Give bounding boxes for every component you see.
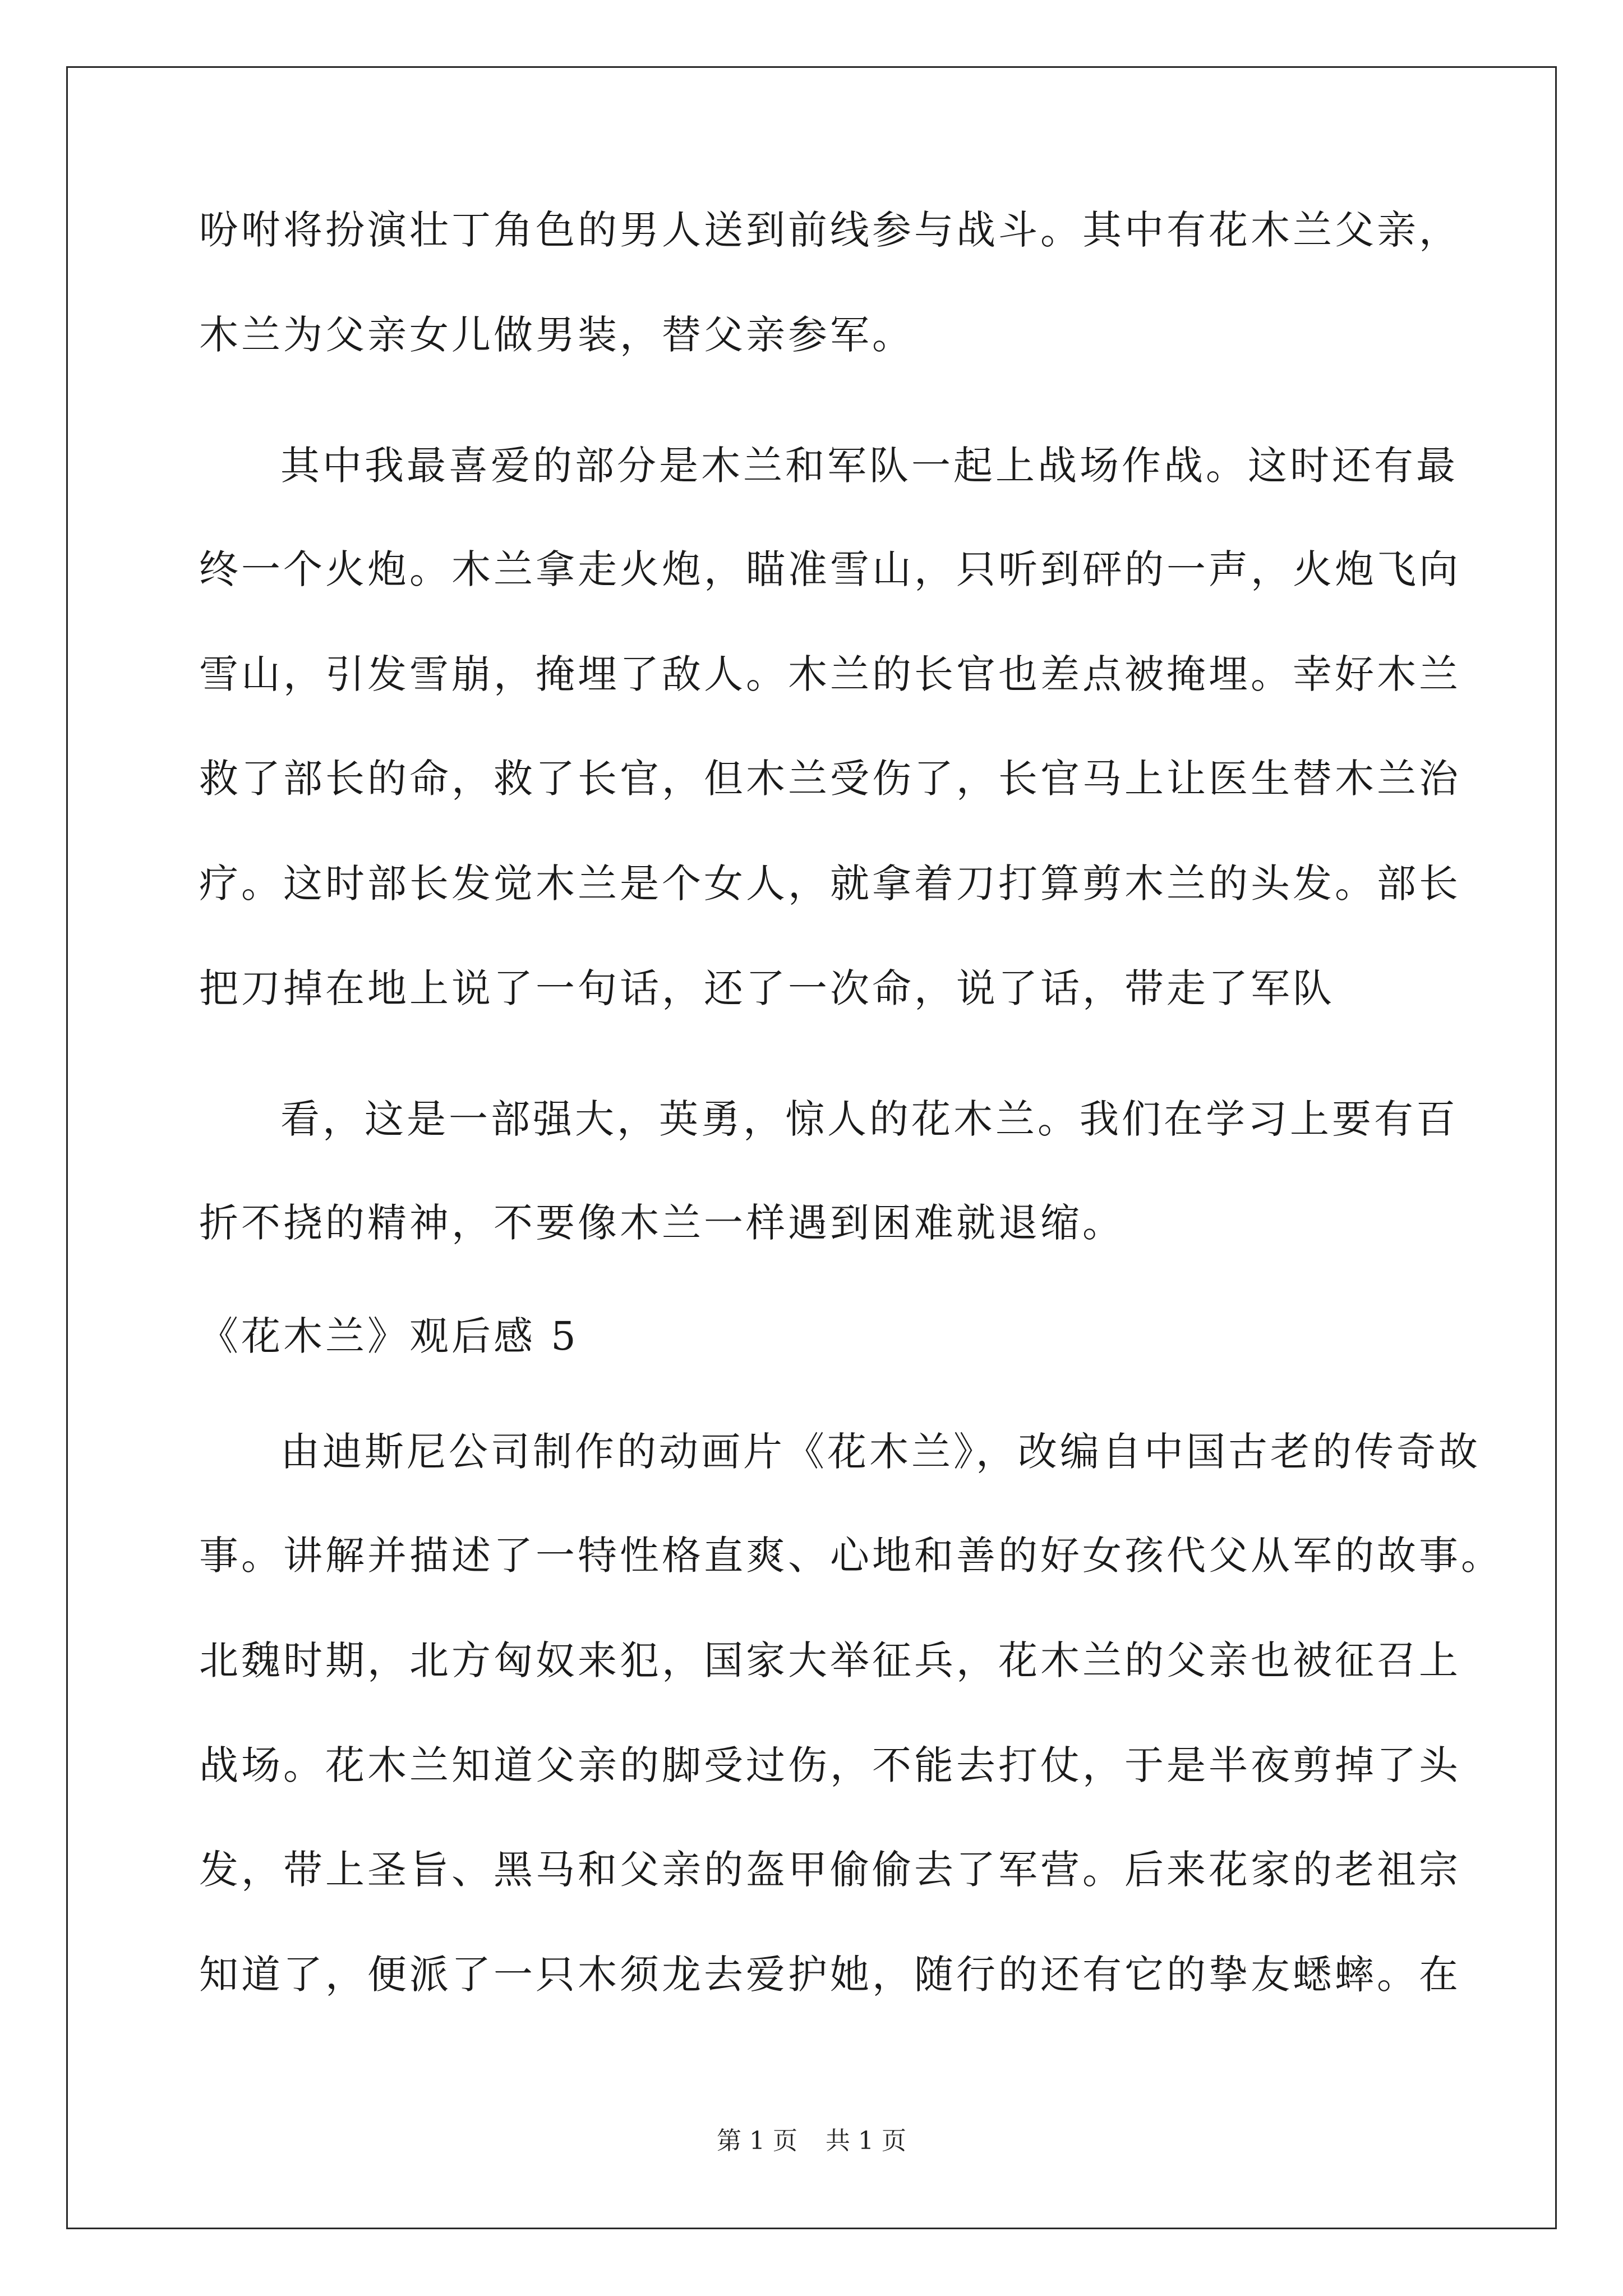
section-heading: 《花木兰》观后感 5 xyxy=(199,1313,579,1359)
total-pages: 共 1 页 xyxy=(826,2127,906,2155)
text-line: 发，带上圣旨、黑马和父亲的盔甲偷偷去了军营。后来花家的老祖宗 xyxy=(199,1847,1461,1893)
text-line: 折不挠的精神，不要像木兰一样遇到困难就退缩。 xyxy=(199,1200,1124,1246)
text-line: 北魏时期，北方匈奴来犯，国家大举征兵，花木兰的父亲也被征召上 xyxy=(199,1637,1461,1683)
text-line: 雪山，引发雪崩，掩埋了敌人。木兰的长官也差点被掩埋。幸好木兰 xyxy=(199,651,1461,697)
text-line: 吩咐将扮演壮丁角色的男人送到前线参与战斗。其中有花木兰父亲， xyxy=(199,207,1461,253)
text-line: 战场。花木兰知道父亲的脚受过伤，不能去打仗，于是半夜剪掉了头 xyxy=(199,1742,1461,1788)
page-border xyxy=(66,66,1557,2229)
paragraph-start-line: 由迪斯尼公司制作的动画片《花木兰》，改编自中国古老的传奇故 xyxy=(280,1429,1481,1475)
text-line: 把刀掉在地上说了一句话，还了一次命，说了话，带走了军队 xyxy=(199,965,1335,1011)
text-line: 终一个火炮。木兰拿走火炮，瞄准雪山，只听到砰的一声，火炮飞向 xyxy=(199,546,1461,592)
paragraph-start-line: 看，这是一部强大，英勇，惊人的花木兰。我们在学习上要有百 xyxy=(280,1096,1458,1142)
text-line: 木兰为父亲女儿做男装，替父亲参军。 xyxy=(199,312,914,358)
page-footer xyxy=(0,2129,1623,2154)
page-number: 第 1 页 xyxy=(717,2127,797,2155)
text-line: 知道了，便派了一只木须龙去爱护她，随行的还有它的挚友蟋蟀。在 xyxy=(199,1952,1461,1998)
text-line: 救了部长的命，救了长官，但木兰受伤了，长官马上让医生替木兰治 xyxy=(199,756,1461,802)
text-line: 事。讲解并描述了一特性格直爽、心地和善的好女孩代父从军的故事。 xyxy=(199,1533,1503,1579)
paragraph-start-line: 其中我最喜爱的部分是木兰和军队一起上战场作战。这时还有最 xyxy=(280,443,1458,489)
text-line: 疗。这时部长发觉木兰是个女人，就拿着刀打算剪木兰的头发。部长 xyxy=(199,861,1461,907)
